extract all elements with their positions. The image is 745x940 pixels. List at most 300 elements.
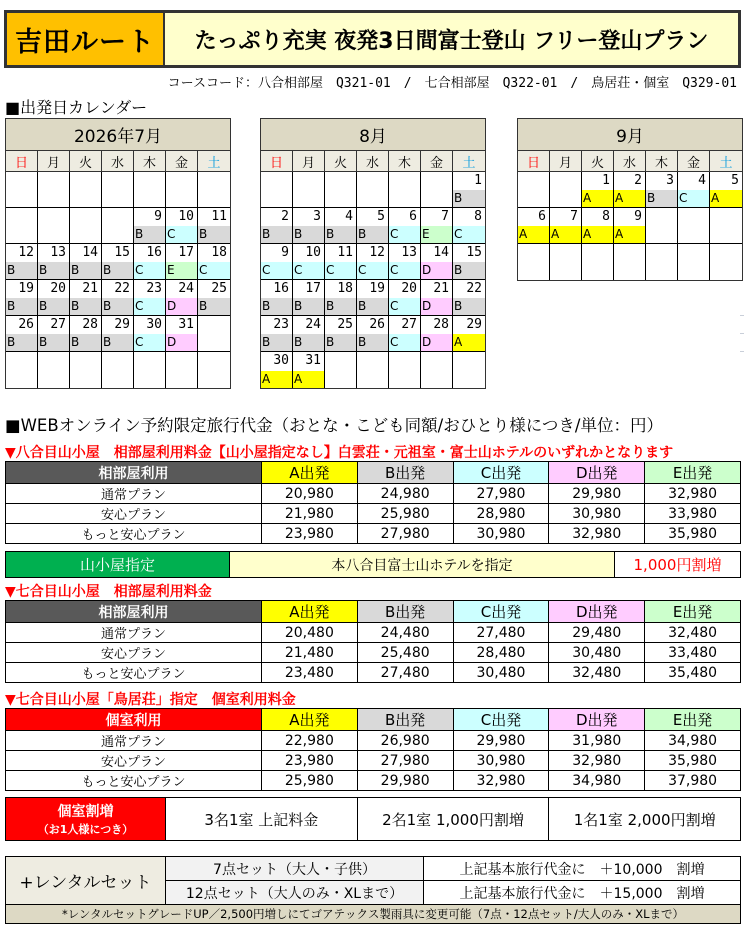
calendar-month-title: 9月	[518, 119, 742, 151]
price-table-8th-shared	[5, 461, 741, 544]
calendar-day	[70, 280, 102, 316]
price-row	[6, 524, 741, 544]
departure-code: B	[293, 334, 324, 351]
weekday-header: 月	[550, 151, 582, 172]
departure-code: C	[134, 262, 165, 279]
calendar-empty-cell	[134, 352, 166, 388]
plan-name: もっと安心プラン	[6, 524, 262, 544]
departure-code: B	[325, 334, 356, 351]
departure-code: C	[134, 298, 165, 315]
departure-code: A	[614, 226, 645, 243]
departure-code: B	[102, 334, 133, 351]
day-number: 28	[82, 317, 98, 332]
calendar-day	[293, 208, 325, 244]
title-bar	[4, 10, 741, 68]
price-row	[6, 771, 741, 791]
departure-code: B	[134, 226, 165, 243]
day-number: 29	[114, 317, 130, 332]
day-number: 23	[146, 281, 162, 296]
price-cell: 23,480	[261, 663, 357, 683]
departure-code: C	[198, 262, 230, 279]
calendar-day	[38, 244, 70, 280]
calendar-empty-cell	[38, 172, 70, 208]
price-row	[6, 504, 741, 524]
calendar-day	[166, 208, 198, 244]
calendar-empty-cell	[325, 172, 357, 208]
price-cell: 32,480	[645, 623, 741, 643]
calendar-day	[421, 208, 453, 244]
day-number: 31	[305, 353, 321, 368]
price-cell: 21,980	[261, 504, 357, 524]
col-c-departure: C出発	[453, 709, 549, 731]
price-cell: 28,980	[453, 504, 549, 524]
col-e-departure: E出発	[645, 709, 741, 731]
calendar-empty-cell	[6, 352, 38, 388]
calendar-day	[550, 208, 582, 244]
price-cell: 29,980	[549, 484, 645, 504]
departure-code: B	[102, 262, 133, 279]
calendar-day	[70, 244, 102, 280]
calendar-day	[582, 208, 614, 244]
day-number: 5	[377, 209, 385, 224]
day-number: 1	[602, 173, 610, 188]
plan-name: 通常プラン	[6, 484, 262, 504]
departure-code: B	[102, 298, 133, 315]
day-number: 10	[305, 245, 321, 260]
day-number: 2	[634, 173, 642, 188]
price-cell: 32,980	[645, 484, 741, 504]
plan-name: もっと安心プラン	[6, 771, 262, 791]
calendar-month-title: 8月	[261, 119, 485, 151]
weekday-header: 日	[518, 151, 550, 172]
day-number: 15	[114, 245, 130, 260]
calendar-day	[325, 316, 357, 352]
calendar-day	[102, 316, 134, 352]
calendar-day	[134, 280, 166, 316]
price-row	[6, 751, 741, 771]
calendar-empty-cell	[357, 172, 389, 208]
calendar-day	[421, 244, 453, 280]
day-number: 6	[538, 209, 546, 224]
day-number: 26	[18, 317, 34, 332]
price-cell: 23,980	[261, 524, 357, 544]
day-number: 26	[369, 317, 385, 332]
rental-label: +レンタルセット	[6, 857, 166, 905]
price-cell: 27,980	[357, 751, 453, 771]
departure-code: B	[357, 226, 388, 243]
departure-code: C	[389, 334, 420, 351]
departure-code: A	[518, 226, 549, 243]
price-cell: 20,480	[261, 623, 357, 643]
weekday-header: 金	[166, 151, 198, 172]
calendar-day	[453, 244, 485, 280]
departure-code: A	[550, 226, 581, 243]
day-number: 13	[401, 245, 417, 260]
calendar-day	[166, 280, 198, 316]
calendar-day	[357, 316, 389, 352]
calendar-day	[134, 208, 166, 244]
rental-price-12pt: 上記基本旅行代金に ＋15,000 割増	[424, 881, 741, 905]
calendar-day	[357, 208, 389, 244]
price-cell: 32,980	[549, 524, 645, 544]
table-label: 相部屋利用	[6, 462, 262, 484]
col-c-departure: C出発	[453, 601, 549, 623]
departure-code: B	[38, 262, 69, 279]
day-number: 4	[345, 209, 353, 224]
price-cell: 37,980	[645, 771, 741, 791]
rental-price-7pt: 上記基本旅行代金に ＋10,000 割増	[424, 857, 741, 881]
rental-note-row	[6, 905, 741, 924]
price-row	[6, 731, 741, 751]
scroll-tick	[740, 315, 744, 316]
day-number: 19	[18, 281, 34, 296]
plan-name: もっと安心プラン	[6, 663, 262, 683]
day-number: 11	[211, 209, 227, 224]
calendar-day	[325, 244, 357, 280]
calendar-day	[678, 172, 710, 208]
calendar-empty-cell	[646, 244, 678, 280]
day-number: 22	[114, 281, 130, 296]
calendar-empty-cell	[6, 172, 38, 208]
day-number: 24	[305, 317, 321, 332]
departure-code: E	[166, 262, 197, 279]
price-cell: 27,480	[453, 623, 549, 643]
col-d-departure: D出発	[549, 709, 645, 731]
departure-code: C	[325, 262, 356, 279]
calendar-empty-cell	[102, 172, 134, 208]
calendar-empty-cell	[646, 208, 678, 244]
departure-code: A	[614, 190, 645, 207]
day-number: 17	[178, 245, 194, 260]
price-cell: 30,480	[453, 663, 549, 683]
calendar-day	[261, 208, 293, 244]
weekday-header: 火	[325, 151, 357, 172]
private-surcharge-row	[5, 797, 741, 841]
calendar-day	[582, 172, 614, 208]
plan-name: 安心プラン	[6, 643, 262, 663]
price-cell: 29,980	[453, 731, 549, 751]
price-cell: 26,980	[357, 731, 453, 751]
calendar-empty-cell	[198, 316, 230, 352]
weekday-header: 土	[710, 151, 742, 172]
calendar-day	[134, 316, 166, 352]
day-number: 13	[50, 245, 66, 260]
day-number: 8	[602, 209, 610, 224]
departure-code: B	[38, 334, 69, 351]
subheading-8th-station: ▼八合目山小屋 相部屋利用料金【山小屋指定なし】白雲荘・元祖室・富士山ホテルのいずれかとなります	[5, 445, 674, 461]
day-number: 16	[273, 281, 289, 296]
departure-code: B	[198, 226, 230, 243]
calendar-empty-cell	[550, 172, 582, 208]
calendar-empty-cell	[70, 172, 102, 208]
scroll-tick	[740, 351, 744, 352]
calendar-empty-cell	[357, 352, 389, 388]
calendar-day	[6, 280, 38, 316]
calendar-empty-cell	[166, 172, 198, 208]
weekday-header: 月	[293, 151, 325, 172]
day-number: 30	[273, 353, 289, 368]
day-number: 9	[154, 209, 162, 224]
day-number: 7	[570, 209, 578, 224]
departure-code: B	[6, 334, 37, 351]
private-surcharge-subtitle: （お1人様につき）	[37, 823, 134, 836]
departure-code: A	[710, 190, 742, 207]
calendar-september	[517, 118, 743, 281]
weekday-header: 土	[198, 151, 230, 172]
departure-code: B	[261, 226, 292, 243]
price-cell: 25,980	[357, 504, 453, 524]
day-number: 3	[666, 173, 674, 188]
day-number: 15	[466, 245, 482, 260]
departure-code: B	[325, 226, 356, 243]
col-b-departure: B出発	[357, 601, 453, 623]
day-number: 18	[337, 281, 353, 296]
departure-code: C	[261, 262, 292, 279]
price-cell: 30,980	[453, 524, 549, 544]
calendar-august	[260, 118, 486, 389]
calendar-day	[453, 280, 485, 316]
day-number: 29	[466, 317, 482, 332]
calendar-july	[5, 118, 231, 389]
weekday-header: 火	[70, 151, 102, 172]
day-number: 30	[146, 317, 162, 332]
day-number: 1	[474, 173, 482, 188]
calendar-empty-cell	[261, 172, 293, 208]
day-number: 14	[82, 245, 98, 260]
departure-code: B	[453, 298, 485, 315]
calendar-empty-cell	[38, 208, 70, 244]
day-number: 20	[50, 281, 66, 296]
day-number: 23	[273, 317, 289, 332]
calendar-day	[453, 172, 485, 208]
price-cell: 25,980	[261, 771, 357, 791]
calendar-day	[357, 244, 389, 280]
calendar-day	[421, 316, 453, 352]
price-table-header	[6, 709, 741, 731]
rental-set-7pt: 7点セット（大人・子供）	[166, 857, 424, 881]
weekday-header: 木	[389, 151, 421, 172]
private-option-3-person: 3名1室 上記料金	[166, 798, 358, 840]
price-cell: 34,980	[645, 731, 741, 751]
day-number: 21	[82, 281, 98, 296]
departure-code: D	[421, 298, 452, 315]
col-a-departure: A出発	[261, 601, 357, 623]
day-number: 14	[433, 245, 449, 260]
calendar-day	[70, 316, 102, 352]
col-a-departure: A出発	[261, 709, 357, 731]
calendar-heading: ■出発日カレンダー	[5, 98, 148, 117]
price-cell: 20,980	[261, 484, 357, 504]
departure-code: B	[261, 298, 292, 315]
weekday-header: 木	[134, 151, 166, 172]
day-number: 10	[178, 209, 194, 224]
calendar-empty-cell	[421, 352, 453, 388]
departure-code: D	[421, 334, 452, 351]
route-name: 吉田ルート	[5, 11, 165, 67]
plan-name: 安心プラン	[6, 751, 262, 771]
calendar-empty-cell	[550, 244, 582, 280]
departure-code: A	[293, 371, 324, 388]
price-cell: 24,980	[357, 484, 453, 504]
calendar-empty-cell	[389, 352, 421, 388]
day-number: 11	[337, 245, 353, 260]
calendar-day	[293, 352, 325, 388]
departure-code: C	[389, 298, 420, 315]
day-number: 12	[369, 245, 385, 260]
departure-code: B	[453, 190, 485, 207]
plan-name: 安心プラン	[6, 504, 262, 524]
calendar-day	[293, 244, 325, 280]
private-surcharge-label	[6, 798, 166, 840]
weekday-header: 金	[678, 151, 710, 172]
day-number: 18	[211, 245, 227, 260]
hut-designation-row	[5, 551, 741, 578]
hut-designation-fee: 1,000円割増	[615, 552, 740, 577]
table-label: 相部屋利用	[6, 601, 262, 623]
departure-code: B	[198, 298, 230, 315]
day-number: 19	[369, 281, 385, 296]
col-d-departure: D出発	[549, 462, 645, 484]
price-cell: 21,480	[261, 643, 357, 663]
price-cell: 35,480	[645, 663, 741, 683]
day-number: 27	[401, 317, 417, 332]
departure-code: C	[389, 262, 420, 279]
price-cell: 33,980	[645, 504, 741, 524]
calendar-grid	[518, 151, 742, 280]
day-number: 27	[50, 317, 66, 332]
calendar-month-title: 2026年7月	[6, 119, 230, 151]
departure-code: B	[325, 298, 356, 315]
calendar-grid	[6, 151, 230, 388]
weekday-header: 土	[453, 151, 485, 172]
price-cell: 30,980	[453, 751, 549, 771]
calendar-empty-cell	[166, 352, 198, 388]
plan-name: 通常プラン	[6, 623, 262, 643]
day-number: 6	[409, 209, 417, 224]
price-cell: 32,480	[549, 663, 645, 683]
scroll-tick	[740, 333, 744, 334]
col-e-departure: E出発	[645, 601, 741, 623]
calendar-day	[325, 280, 357, 316]
price-cell: 30,980	[549, 504, 645, 524]
subheading-7th-station: ▼七合目山小屋 相部屋利用料金	[5, 584, 212, 600]
day-number: 28	[433, 317, 449, 332]
calendar-day	[198, 280, 230, 316]
hut-designation-label: 山小屋指定	[6, 552, 230, 577]
departure-code: A	[453, 334, 485, 351]
calendar-day	[453, 316, 485, 352]
calendar-empty-cell	[710, 244, 742, 280]
departure-code: B	[70, 262, 101, 279]
calendar-day	[518, 208, 550, 244]
price-cell: 34,980	[549, 771, 645, 791]
day-number: 12	[18, 245, 34, 260]
course-code: コースコード：八合相部屋 Q321-01 / 七合相部屋 Q322-01 / 鳥居荘・個室 Q329-01	[167, 76, 737, 91]
price-cell: 23,980	[261, 751, 357, 771]
private-option-1-person: 1名1室 2,000円割増	[573, 810, 716, 829]
weekday-header: 金	[421, 151, 453, 172]
price-cell: 27,980	[357, 524, 453, 544]
departure-code: C	[134, 334, 165, 351]
price-cell: 29,480	[549, 623, 645, 643]
calendar-day	[389, 280, 421, 316]
col-e-departure: E出発	[645, 462, 741, 484]
price-cell: 27,480	[357, 663, 453, 683]
calendar-empty-cell	[518, 172, 550, 208]
price-cell: 35,980	[645, 751, 741, 771]
departure-code: A	[582, 226, 613, 243]
price-row	[6, 663, 741, 683]
hut-designation-description: 本八合目富士山ホテルを指定	[230, 552, 615, 577]
calendar-empty-cell	[134, 172, 166, 208]
departure-code: C	[166, 226, 197, 243]
departure-code: D	[421, 262, 452, 279]
calendar-empty-cell	[325, 352, 357, 388]
calendar-empty-cell	[38, 352, 70, 388]
price-heading: ■WEBオンライン予約限定旅行代金（おとな・こども同額/おひとり様につき/単位：円）	[5, 416, 663, 435]
departure-code: B	[70, 334, 101, 351]
departure-code: B	[293, 226, 324, 243]
private-surcharge-title: 個室割増	[57, 804, 114, 820]
calendar-day	[325, 208, 357, 244]
departure-code: B	[646, 190, 677, 207]
subheading-toriiso-private: ▼七合目山小屋「鳥居荘」指定 個室利用料金	[5, 692, 296, 708]
calendar-empty-cell	[6, 208, 38, 244]
calendar-day	[38, 280, 70, 316]
calendar-empty-cell	[518, 244, 550, 280]
calendar-day	[389, 316, 421, 352]
table-label: 個室利用	[6, 709, 262, 731]
day-number: 4	[698, 173, 706, 188]
day-number: 16	[146, 245, 162, 260]
departure-code: B	[453, 262, 485, 279]
calendar-day	[261, 244, 293, 280]
weekday-header: 木	[646, 151, 678, 172]
day-number: 17	[305, 281, 321, 296]
departure-code: C	[389, 226, 420, 243]
col-a-departure: A出発	[261, 462, 357, 484]
day-number: 3	[313, 209, 321, 224]
calendar-day	[6, 244, 38, 280]
weekday-header: 水	[102, 151, 134, 172]
calendar-day	[614, 172, 646, 208]
departure-code: A	[582, 190, 613, 207]
calendar-empty-cell	[198, 172, 230, 208]
calendar-day	[389, 244, 421, 280]
departure-code: B	[6, 298, 37, 315]
calendar-day	[6, 316, 38, 352]
departure-code: A	[261, 371, 292, 388]
calendar-day	[710, 172, 742, 208]
price-cell: 32,980	[453, 771, 549, 791]
calendar-day	[614, 208, 646, 244]
calendar-day	[166, 316, 198, 352]
calendar-day	[198, 208, 230, 244]
price-cell: 30,480	[549, 643, 645, 663]
price-cell: 31,980	[549, 731, 645, 751]
calendar-empty-cell	[389, 172, 421, 208]
weekday-header: 水	[614, 151, 646, 172]
calendar-empty-cell	[582, 244, 614, 280]
price-table-private-room	[5, 708, 741, 791]
calendar-empty-cell	[102, 352, 134, 388]
rental-set-table	[5, 856, 741, 924]
departure-code: E	[421, 226, 452, 243]
calendar-day	[261, 316, 293, 352]
price-table-header	[6, 601, 741, 623]
calendar-day	[293, 316, 325, 352]
price-cell: 22,980	[261, 731, 357, 751]
